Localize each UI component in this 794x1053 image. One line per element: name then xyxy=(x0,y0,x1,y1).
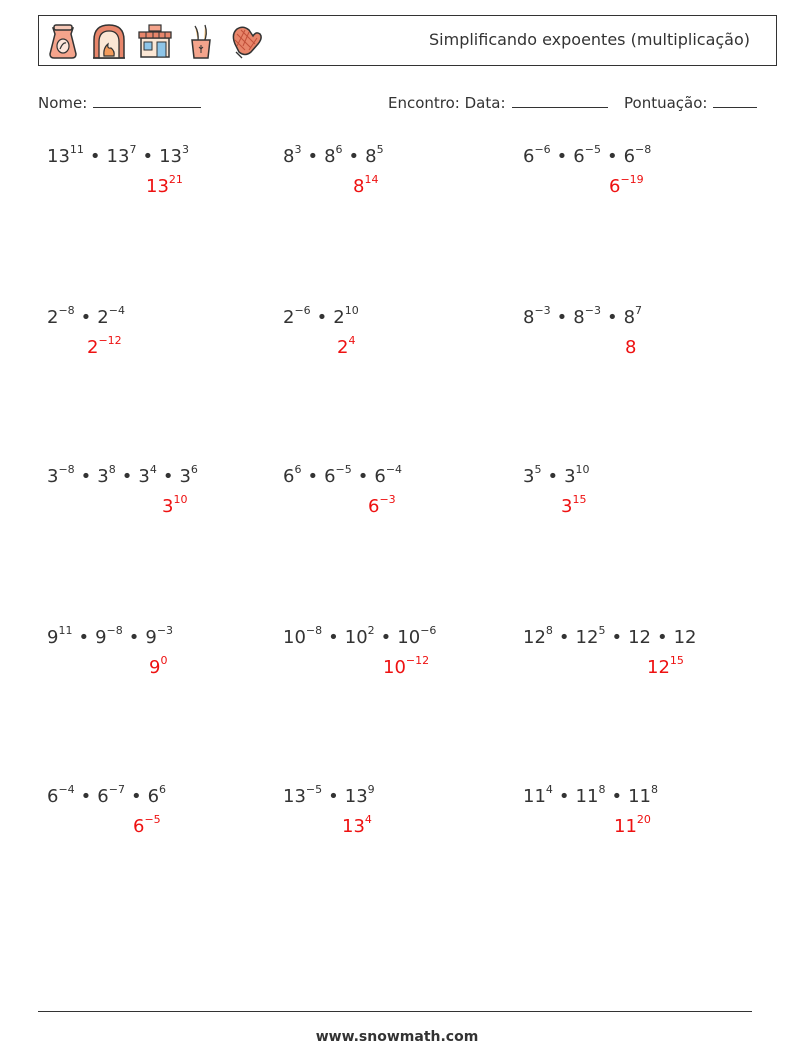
answer-base: 6 xyxy=(368,496,380,517)
answer-6 xyxy=(625,337,636,358)
term-base: 9 xyxy=(145,627,157,648)
multiply-dot: • xyxy=(316,307,328,328)
term-exponent: −7 xyxy=(108,783,125,796)
term-base: 12 xyxy=(673,627,697,648)
power-term xyxy=(523,143,551,167)
term-exponent: −5 xyxy=(584,143,601,156)
term-base: 3 xyxy=(47,466,59,487)
term-base: 3 xyxy=(564,466,576,487)
answer-exponent: 10 xyxy=(173,493,188,506)
term-exponent: 10 xyxy=(575,463,590,476)
answer-exponent: 20 xyxy=(636,813,651,826)
term-base: 3 xyxy=(97,466,109,487)
power-term xyxy=(138,463,157,487)
answer-13 xyxy=(133,813,161,837)
power-term xyxy=(47,463,75,487)
power-term xyxy=(283,783,323,807)
multiply-dot: • xyxy=(130,786,142,807)
answer-exponent: −3 xyxy=(379,493,396,506)
power-term xyxy=(344,624,375,648)
term-base: 8 xyxy=(573,307,585,328)
power-term xyxy=(623,143,652,167)
power-term xyxy=(324,143,343,167)
term-base: 6 xyxy=(523,146,535,167)
problem-1 xyxy=(47,143,189,167)
answer-exponent: −12 xyxy=(98,334,122,347)
power-term xyxy=(97,304,125,328)
date-blank[interactable] xyxy=(512,93,608,108)
term-base: 3 xyxy=(179,466,191,487)
power-term xyxy=(628,627,651,648)
power-term xyxy=(47,143,84,167)
meeting-date-field xyxy=(388,93,608,112)
multiply-dot: • xyxy=(380,627,392,648)
multiply-dot: • xyxy=(556,307,568,328)
power-term xyxy=(333,304,359,328)
term-exponent: 6 xyxy=(335,143,343,156)
term-exponent: 7 xyxy=(635,304,643,317)
score-label: Pontuação: xyxy=(624,94,708,112)
answer-base: 13 xyxy=(146,176,169,197)
term-base: 13 xyxy=(106,146,130,167)
problem-9 xyxy=(523,463,590,487)
term-exponent: 4 xyxy=(149,463,157,476)
footer-divider xyxy=(38,1011,752,1012)
power-term xyxy=(179,463,198,487)
term-base: 9 xyxy=(47,627,59,648)
term-base: 11 xyxy=(523,786,546,807)
term-base: 2 xyxy=(283,307,295,328)
answer-base: 6 xyxy=(133,816,145,837)
multiply-dot: • xyxy=(162,466,174,487)
answer-base: 6 xyxy=(609,176,621,197)
term-exponent: 8 xyxy=(545,624,553,637)
term-base: 13 xyxy=(159,146,182,167)
name-label: Nome: xyxy=(38,94,88,112)
term-exponent: 2 xyxy=(367,624,375,637)
answer-base: 2 xyxy=(87,337,99,358)
term-base: 2 xyxy=(97,307,109,328)
header-icons xyxy=(45,21,265,61)
term-exponent: 5 xyxy=(598,624,606,637)
term-exponent: 8 xyxy=(650,783,658,796)
term-base: 6 xyxy=(573,146,585,167)
term-base: 12 xyxy=(628,627,651,648)
term-exponent: −3 xyxy=(584,304,601,317)
power-term xyxy=(575,783,606,807)
term-exponent: −6 xyxy=(294,304,311,317)
answer-exponent: 15 xyxy=(572,493,587,506)
answer-12 xyxy=(647,654,684,678)
answer-base: 11 xyxy=(614,816,637,837)
answer-base: 9 xyxy=(149,657,161,678)
term-exponent: −5 xyxy=(305,783,323,796)
multiply-dot: • xyxy=(80,786,92,807)
answer-base: 3 xyxy=(162,496,174,517)
power-term xyxy=(344,783,375,807)
multiply-dot: • xyxy=(606,146,618,167)
term-exponent: −4 xyxy=(58,783,75,796)
term-base: 6 xyxy=(374,466,386,487)
answer-exponent: −12 xyxy=(405,654,430,667)
power-term xyxy=(106,143,137,167)
oven-icon xyxy=(91,22,127,60)
answer-base: 8 xyxy=(625,337,637,358)
term-base: 13 xyxy=(344,786,368,807)
answer-10 xyxy=(149,654,168,678)
answer-exponent: −19 xyxy=(620,173,644,186)
term-exponent: −3 xyxy=(156,624,174,637)
power-term xyxy=(97,783,125,807)
bread-basket-icon xyxy=(183,22,219,60)
term-exponent: 6 xyxy=(294,463,302,476)
term-exponent: −3 xyxy=(534,304,551,317)
term-base: 6 xyxy=(147,786,160,807)
score-blank[interactable] xyxy=(713,93,757,108)
answer-exponent: 14 xyxy=(364,173,379,186)
answer-2 xyxy=(353,173,379,197)
term-exponent: 11 xyxy=(58,624,73,637)
problem-14 xyxy=(283,783,375,807)
worksheet-header xyxy=(38,15,777,66)
power-term xyxy=(95,624,123,648)
answer-exponent: 21 xyxy=(168,173,183,186)
multiply-dot: • xyxy=(328,627,339,648)
term-exponent: 3 xyxy=(294,143,302,156)
term-exponent: −8 xyxy=(635,143,652,156)
score-field xyxy=(624,93,757,112)
term-base: 2 xyxy=(333,307,345,328)
term-exponent: −6 xyxy=(420,624,437,637)
multiply-dot: • xyxy=(348,146,360,167)
term-exponent: 7 xyxy=(129,143,137,156)
power-term xyxy=(573,304,601,328)
power-term xyxy=(374,463,403,487)
power-term xyxy=(573,143,601,167)
term-exponent: 5 xyxy=(534,463,542,476)
term-base: 9 xyxy=(95,627,107,648)
answer-base: 10 xyxy=(383,657,406,678)
term-exponent: 9 xyxy=(367,783,375,796)
term-base: 13 xyxy=(47,146,70,167)
answer-exponent: 4 xyxy=(348,334,356,347)
power-term xyxy=(674,627,697,648)
multiply-dot: • xyxy=(611,627,623,648)
power-term xyxy=(159,143,189,167)
power-term xyxy=(623,304,643,328)
term-exponent: 10 xyxy=(344,304,359,317)
power-term xyxy=(324,463,352,487)
flour-sack-icon xyxy=(45,22,81,60)
problem-10 xyxy=(47,624,174,648)
term-exponent: −4 xyxy=(385,463,403,476)
answer-7 xyxy=(162,493,188,517)
power-term xyxy=(283,143,302,167)
problem-6 xyxy=(523,304,643,328)
term-exponent: −8 xyxy=(305,624,323,637)
multiply-dot: • xyxy=(556,146,568,167)
term-base: 8 xyxy=(365,146,377,167)
term-exponent: 6 xyxy=(190,463,198,476)
term-base: 11 xyxy=(628,786,651,807)
term-base: 3 xyxy=(138,466,150,487)
name-blank[interactable] xyxy=(93,93,201,108)
answer-4 xyxy=(87,334,122,358)
term-exponent: 3 xyxy=(181,143,189,156)
answer-8 xyxy=(368,493,396,517)
term-base: 12 xyxy=(523,627,546,648)
term-base: 8 xyxy=(623,307,636,328)
term-exponent: 8 xyxy=(598,783,606,796)
answer-exponent: 0 xyxy=(160,654,168,667)
multiply-dot: • xyxy=(307,146,319,167)
term-base: 10 xyxy=(283,627,306,648)
multiply-dot: • xyxy=(328,786,339,807)
multiply-dot: • xyxy=(307,466,319,487)
power-term xyxy=(397,624,437,648)
multiply-dot: • xyxy=(89,146,101,167)
footer-url: www.snowmath.com xyxy=(315,1029,479,1045)
term-exponent: 6 xyxy=(159,783,167,796)
problem-15 xyxy=(523,783,658,807)
term-base: 8 xyxy=(523,307,535,328)
answer-5 xyxy=(337,334,356,358)
term-exponent: −8 xyxy=(58,304,75,317)
term-base: 11 xyxy=(575,786,599,807)
power-term xyxy=(523,624,553,648)
power-term xyxy=(47,783,75,807)
multiply-dot: • xyxy=(558,627,570,648)
term-base: 8 xyxy=(324,146,336,167)
problem-2 xyxy=(283,143,384,167)
answer-11 xyxy=(383,654,430,678)
power-term xyxy=(523,463,542,487)
multiply-dot: • xyxy=(611,786,623,807)
problem-5 xyxy=(283,304,359,328)
oven-mitt-icon xyxy=(229,22,265,60)
term-exponent: 4 xyxy=(545,783,553,796)
term-base: 6 xyxy=(97,786,109,807)
power-term xyxy=(564,463,590,487)
multiply-dot: • xyxy=(357,466,369,487)
power-term xyxy=(283,304,311,328)
term-exponent: 11 xyxy=(69,143,84,156)
term-exponent: 5 xyxy=(376,143,384,156)
multiply-dot: • xyxy=(656,627,668,648)
name-field xyxy=(38,93,201,112)
problem-13 xyxy=(47,783,167,807)
term-base: 10 xyxy=(344,627,368,648)
term-exponent: −6 xyxy=(534,143,551,156)
meeting-date-label: Encontro: Data: xyxy=(388,94,506,112)
power-term xyxy=(283,624,323,648)
answer-base: 13 xyxy=(342,816,365,837)
problem-8 xyxy=(283,463,403,487)
power-term xyxy=(47,304,75,328)
term-base: 3 xyxy=(523,466,535,487)
problem-12 xyxy=(523,624,697,648)
term-exponent: −4 xyxy=(108,304,125,317)
worksheet-title: Simplificando expoentes (multiplicação) xyxy=(429,30,750,49)
multiply-dot: • xyxy=(78,627,90,648)
power-term xyxy=(575,624,606,648)
multiply-dot: • xyxy=(142,146,154,167)
problem-4 xyxy=(47,304,125,328)
term-base: 12 xyxy=(575,627,599,648)
multiply-dot: • xyxy=(547,466,559,487)
problem-3 xyxy=(523,143,652,167)
problem-7 xyxy=(47,463,198,487)
answer-base: 3 xyxy=(561,496,573,517)
answer-exponent: 4 xyxy=(364,813,372,826)
problem-11 xyxy=(283,624,437,648)
answer-1 xyxy=(146,173,183,197)
multiply-dot: • xyxy=(80,466,92,487)
multiply-dot: • xyxy=(558,786,570,807)
term-exponent: 8 xyxy=(108,463,116,476)
power-term xyxy=(147,783,167,807)
answer-base: 2 xyxy=(337,337,349,358)
power-term xyxy=(523,304,551,328)
answer-exponent: 15 xyxy=(669,654,684,667)
term-base: 6 xyxy=(283,466,295,487)
term-base: 2 xyxy=(47,307,59,328)
answer-base: 12 xyxy=(647,657,670,678)
power-term xyxy=(523,783,553,807)
power-term xyxy=(628,783,658,807)
answer-14 xyxy=(342,813,372,837)
term-exponent: −8 xyxy=(106,624,123,637)
term-base: 8 xyxy=(283,146,295,167)
answer-base: 8 xyxy=(353,176,365,197)
power-term xyxy=(283,463,302,487)
power-term xyxy=(97,463,116,487)
term-base: 6 xyxy=(623,146,636,167)
term-base: 6 xyxy=(47,786,59,807)
term-base: 10 xyxy=(397,627,421,648)
answer-3 xyxy=(609,173,644,197)
term-base: 13 xyxy=(283,786,306,807)
term-exponent: −5 xyxy=(335,463,352,476)
multiply-dot: • xyxy=(121,466,133,487)
multiply-dot: • xyxy=(128,627,140,648)
power-term xyxy=(365,143,384,167)
term-exponent: −8 xyxy=(58,463,75,476)
multiply-dot: • xyxy=(606,307,618,328)
answer-exponent: −5 xyxy=(144,813,161,826)
power-term xyxy=(145,624,174,648)
power-term xyxy=(47,624,73,648)
answer-9 xyxy=(561,493,587,517)
multiply-dot: • xyxy=(80,307,92,328)
term-base: 6 xyxy=(324,466,336,487)
answer-15 xyxy=(614,813,651,837)
bakery-shop-icon xyxy=(137,22,173,60)
